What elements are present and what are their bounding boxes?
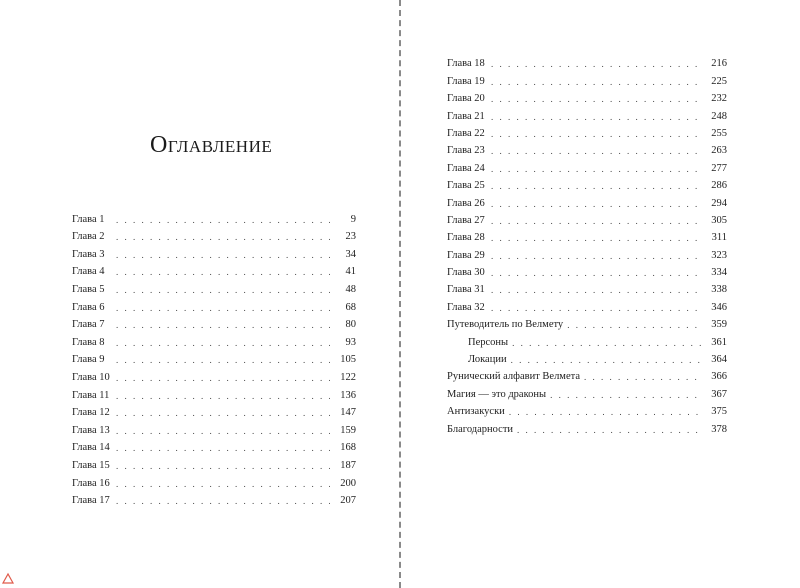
toc-leader-dots [116, 249, 330, 261]
toc-entry-label: Антизакуски [447, 406, 505, 418]
toc-entry [447, 53, 727, 70]
toc-leader-dots [116, 302, 330, 314]
toc-leader-dots [116, 337, 330, 349]
toc-leader-dots [491, 198, 701, 210]
toc-entry-label: Локации [468, 354, 507, 366]
toc-entry-label: Глава 27 [447, 214, 485, 226]
toc-entry [447, 314, 727, 331]
toc-entry [447, 70, 727, 87]
toc-entry-page-number: 147 [340, 407, 356, 419]
toc-leader-dots [567, 319, 701, 331]
toc-entry-label: Глава 23 [447, 145, 485, 157]
toc-leader-dots [116, 266, 330, 278]
toc-entry-page-number: 323 [711, 249, 727, 261]
toc-entry [72, 278, 356, 296]
toc-leader-dots [116, 319, 330, 331]
toc-entry [72, 208, 356, 226]
toc-leader-dots [491, 215, 701, 227]
toc-entry [447, 383, 727, 400]
toc-entry-page-number: 9 [350, 213, 356, 225]
toc-entry [72, 419, 356, 437]
toc-entry-page-number: 48 [345, 283, 356, 295]
toc-leader-dots [116, 407, 330, 419]
toc-leader-dots [116, 460, 330, 472]
toc-entry [447, 331, 727, 348]
toc-leader-dots [116, 284, 330, 296]
toc-entry [447, 105, 727, 122]
toc-entry-page-number: 338 [711, 284, 727, 296]
toc-leader-dots [491, 180, 701, 192]
toc-entry-page-number: 80 [345, 319, 356, 331]
page-title: Оглавление [150, 132, 273, 158]
toc-entry [72, 490, 356, 508]
toc-leader-dots [116, 425, 330, 437]
toc-entry-page-number: 216 [711, 58, 727, 70]
toc-leader-dots [491, 58, 701, 70]
toc-entry-page-number: 168 [340, 442, 356, 454]
toc-entry [72, 366, 356, 384]
toc-entry-page-number: 334 [711, 267, 727, 279]
toc-entry-label: Глава 21 [447, 110, 485, 122]
toc-entry [447, 157, 727, 174]
toc-entry [447, 192, 727, 209]
toc-entry [72, 454, 356, 472]
toc-entry [72, 472, 356, 490]
toc-entry-label: Глава 4 [72, 266, 105, 278]
toc-entry-label: Глава 7 [72, 319, 105, 331]
toc-entry-label: Глава 5 [72, 283, 105, 295]
toc-entry [447, 296, 727, 313]
toc-entry-page-number: 277 [711, 162, 727, 174]
toc-entry-page-number: 23 [345, 231, 356, 243]
toc-entry-label: Глава 22 [447, 127, 485, 139]
toc-entry-label: Глава 17 [72, 495, 110, 507]
toc-entry [72, 226, 356, 244]
toc-entry-page-number: 311 [711, 232, 727, 244]
toc-entry-label: Глава 12 [72, 407, 110, 419]
toc-entry [447, 244, 727, 261]
toc-entry-label: Глава 13 [72, 424, 110, 436]
toc-entry-page-number: 361 [711, 336, 727, 348]
toc-list-right [447, 53, 727, 436]
toc-entry-label: Рунический алфавит Велмета [447, 371, 580, 383]
toc-entry [447, 175, 727, 192]
toc-entry-page-number: 232 [711, 93, 727, 105]
toc-entry-page-number: 263 [711, 145, 727, 157]
toc-leader-dots [491, 76, 701, 88]
toc-entry-label: Глава 30 [447, 267, 485, 279]
toc-leader-dots [491, 163, 701, 175]
toc-entry [447, 366, 727, 383]
toc-entry-label: Глава 18 [447, 58, 485, 70]
toc-leader-dots [116, 354, 330, 366]
toc-entry [72, 314, 356, 332]
toc-leader-dots [491, 302, 701, 314]
toc-entry [447, 88, 727, 105]
toc-leader-dots [584, 371, 701, 383]
toc-entry-label: Глава 25 [447, 180, 485, 192]
toc-entry-label: Глава 3 [72, 248, 105, 260]
toc-leader-dots [116, 478, 330, 490]
toc-entry-page-number: 364 [711, 354, 727, 366]
left-page [0, 0, 399, 588]
toc-entry-page-number: 136 [340, 389, 356, 401]
toc-entry [447, 401, 727, 418]
toc-leader-dots [116, 390, 330, 402]
toc-entry-page-number: 294 [711, 197, 727, 209]
toc-entry [447, 349, 727, 366]
toc-leader-dots [511, 354, 701, 366]
toc-entry-page-number: 359 [711, 319, 727, 331]
toc-leader-dots [509, 406, 701, 418]
toc-entry-page-number: 187 [340, 459, 356, 471]
toc-entry-page-number: 207 [340, 495, 356, 507]
toc-leader-dots [491, 267, 701, 279]
toc-leader-dots [491, 250, 701, 262]
toc-entry-page-number: 378 [711, 423, 727, 435]
toc-entry-page-number: 105 [340, 354, 356, 366]
toc-entry-label: Глава 20 [447, 93, 485, 105]
toc-entry [72, 296, 356, 314]
toc-entry [72, 384, 356, 402]
toc-leader-dots [517, 424, 701, 436]
toc-entry-page-number: 200 [340, 477, 356, 489]
toc-leader-dots [116, 214, 330, 226]
toc-entry-label: Глава 26 [447, 197, 485, 209]
toc-entry [72, 437, 356, 455]
toc-entry [447, 418, 727, 435]
toc-leader-dots [491, 232, 701, 244]
toc-leader-dots [491, 128, 701, 140]
toc-entry-page-number: 122 [340, 371, 356, 383]
toc-entry [447, 262, 727, 279]
toc-leader-dots [116, 372, 330, 384]
toc-entry-page-number: 375 [711, 406, 727, 418]
toc-entry [72, 261, 356, 279]
toc-leader-dots [116, 495, 330, 507]
toc-list-left [72, 208, 356, 507]
toc-entry [72, 349, 356, 367]
toc-leader-dots [550, 389, 701, 401]
toc-entry-page-number: 248 [711, 110, 727, 122]
toc-leader-dots [491, 93, 701, 105]
toc-entry [72, 402, 356, 420]
toc-entry-label: Глава 31 [447, 284, 485, 296]
toc-entry-label: Путеводитель по Велмету [447, 319, 564, 331]
toc-entry-page-number: 225 [711, 75, 727, 87]
toc-entry-label: Глава 32 [447, 301, 485, 313]
toc-entry-page-number: 305 [711, 214, 727, 226]
toc-entry-label: Глава 29 [447, 249, 485, 261]
toc-entry [447, 123, 727, 140]
toc-entry-page-number: 93 [345, 336, 356, 348]
toc-leader-dots [491, 145, 701, 157]
toc-entry-label: Персоны [468, 336, 509, 348]
toc-entry-label: Глава 28 [447, 232, 485, 244]
right-page [401, 0, 800, 588]
toc-entry-page-number: 34 [345, 248, 356, 260]
toc-leader-dots [491, 111, 701, 123]
toc-leader-dots [512, 337, 701, 349]
toc-entry-label: Глава 19 [447, 75, 485, 87]
toc-entry-page-number: 366 [711, 371, 727, 383]
toc-entry [447, 140, 727, 157]
toc-leader-dots [491, 284, 701, 296]
toc-entry [447, 210, 727, 227]
toc-entry-page-number: 367 [711, 388, 727, 400]
toc-leader-dots [116, 231, 330, 243]
toc-entry-page-number: 286 [711, 180, 727, 192]
toc-entry-label: Магия — это драконы [447, 388, 547, 400]
toc-entry-label: Глава 15 [72, 459, 110, 471]
triangle-outline-icon [0, 570, 16, 586]
toc-entry [447, 227, 727, 244]
toc-entry-label: Глава 14 [72, 442, 110, 454]
toc-entry-label: Глава 11 [72, 389, 110, 401]
toc-leader-dots [116, 442, 330, 454]
toc-entry-label: Благодарности [447, 423, 514, 435]
toc-entry-page-number: 159 [340, 424, 356, 436]
toc-entry-label: Глава 2 [72, 231, 105, 243]
toc-entry-page-number: 68 [345, 301, 356, 313]
toc-entry-page-number: 346 [711, 301, 727, 313]
toc-entry-label: Глава 6 [72, 301, 105, 313]
toc-entry-page-number: 255 [711, 127, 727, 139]
toc-entry-page-number: 41 [345, 266, 356, 278]
toc-entry [72, 331, 356, 349]
toc-entry-label: Глава 16 [72, 477, 110, 489]
toc-entry-label: Глава 8 [72, 336, 105, 348]
toc-entry-label: Глава 24 [447, 162, 485, 174]
toc-entry-label: Глава 1 [72, 213, 105, 225]
toc-entry [447, 279, 727, 296]
toc-entry [72, 243, 356, 261]
toc-entry-label: Глава 9 [72, 354, 105, 366]
toc-entry-label: Глава 10 [72, 371, 110, 383]
